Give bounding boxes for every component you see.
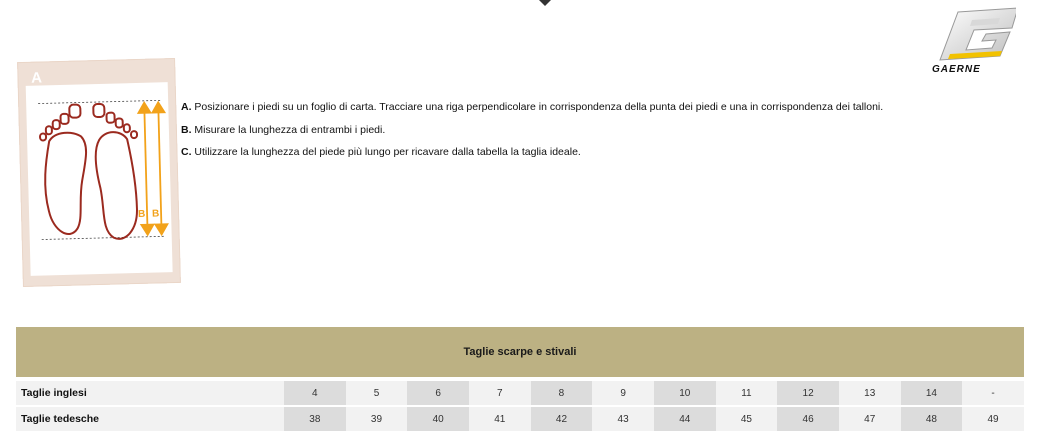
table-cell: 8 <box>531 381 593 405</box>
table-cell: 46 <box>777 407 839 431</box>
table-cell: 49 <box>962 407 1024 431</box>
measure-label-right: B <box>151 208 160 220</box>
chevron-down-icon <box>539 0 551 6</box>
instruction-text: Posizionare i piedi su un foglio di carta. Tracciare una riga perpendicolare in corrispondenza della punta dei piedi e una in corrispondenza dei talloni. <box>191 101 884 113</box>
table-cell: 45 <box>716 407 778 431</box>
table-cell: 42 <box>531 407 593 431</box>
instruction-b <box>181 124 1021 137</box>
instruction-a <box>181 101 1021 114</box>
table-cell: 14 <box>901 381 963 405</box>
instruction-c <box>181 146 1021 159</box>
instruction-letter: C. <box>181 146 192 158</box>
foot-measure-illustration <box>17 58 181 287</box>
table-cell: 7 <box>469 381 531 405</box>
table-cell: 40 <box>407 407 469 431</box>
size-table <box>16 327 1024 431</box>
table-cell: 9 <box>592 381 654 405</box>
size-table-title: Taglie scarpe e stivali <box>16 327 1024 377</box>
card-letter: A <box>30 69 43 87</box>
table-cell: 12 <box>777 381 839 405</box>
table-row <box>16 381 1024 405</box>
table-cell: 48 <box>901 407 963 431</box>
table-cell: 47 <box>839 407 901 431</box>
brand-logo <box>930 6 1016 74</box>
table-cell: - <box>962 381 1024 405</box>
table-cell: 4 <box>284 381 346 405</box>
instruction-letter: B. <box>181 123 192 136</box>
measure-label-left: B <box>137 208 146 220</box>
table-cell: 13 <box>839 381 901 405</box>
table-cell: 44 <box>654 407 716 431</box>
table-cell: 39 <box>346 407 408 431</box>
table-cell: 43 <box>592 407 654 431</box>
table-cell: 38 <box>284 407 346 431</box>
row-label: Taglie tedesche <box>16 407 284 431</box>
logo-brand-text: GAERNE <box>932 64 981 74</box>
table-cell: 41 <box>469 407 531 431</box>
instructions-list <box>181 101 1021 169</box>
table-cell: 5 <box>346 381 408 405</box>
table-cell: 10 <box>654 381 716 405</box>
instruction-letter: A. <box>181 101 192 113</box>
instruction-text: Utilizzare la lunghezza del piede più lungo per ricavare dalla tabella la taglia ideale. <box>191 146 581 158</box>
gaerne-logo-icon <box>930 6 1016 74</box>
table-row <box>16 407 1024 431</box>
table-cell: 6 <box>407 381 469 405</box>
row-label: Taglie inglesi <box>16 381 284 405</box>
instruction-text: Misurare la lunghezza di entrambi i piedi. <box>191 123 386 136</box>
table-cell: 11 <box>716 381 778 405</box>
feet-icon <box>17 58 181 287</box>
